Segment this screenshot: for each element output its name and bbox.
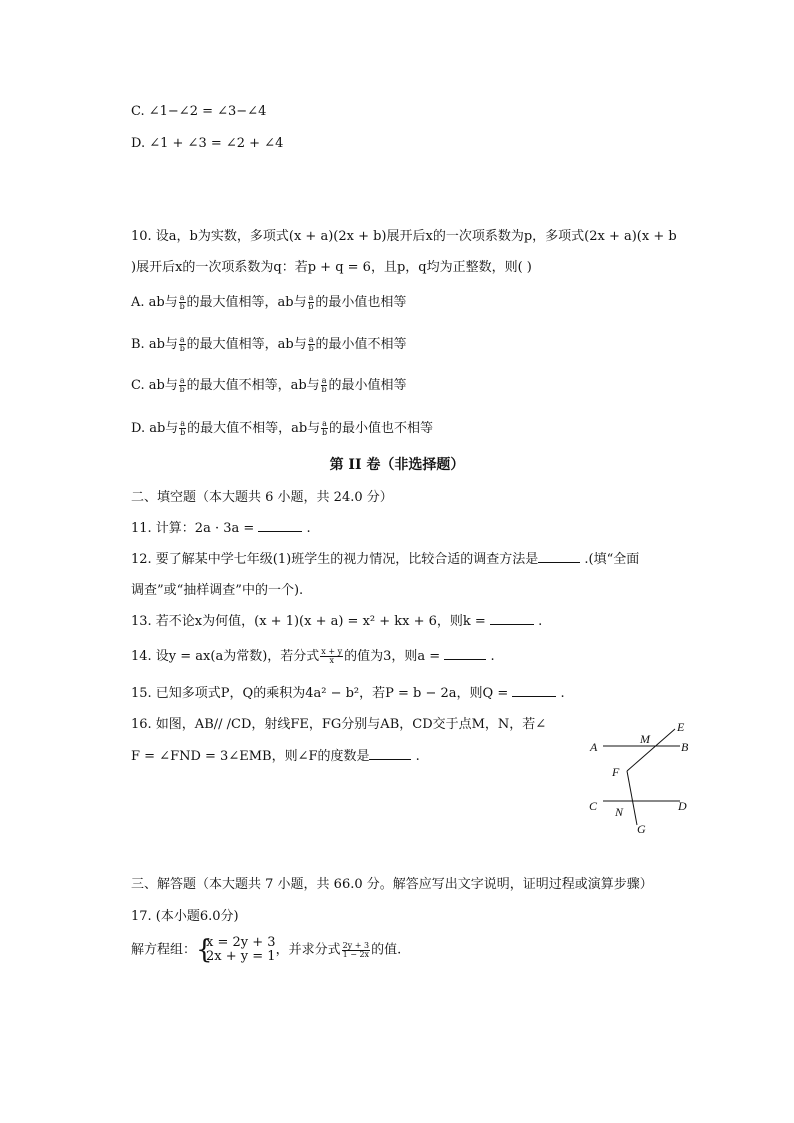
equation-2: 2x + y = 1 <box>206 949 276 964</box>
fraction <box>308 336 315 353</box>
q11-end: . <box>302 521 311 536</box>
frac-den: b <box>179 385 185 394</box>
frac-den: b <box>308 344 314 353</box>
q9-option-d: D. ∠1 + ∠3 = ∠2 + ∠4 <box>131 136 284 151</box>
option-text: 的最小值也不相等 <box>328 421 433 436</box>
frac-num: 2y + 3 <box>342 940 370 950</box>
fraction <box>179 294 186 311</box>
fraction <box>179 377 186 394</box>
q9-option-c: C. ∠1−∠2 = ∠3−∠4 <box>131 104 267 119</box>
answer-blank <box>512 685 556 697</box>
frac-num: x + y <box>321 647 343 656</box>
fraction <box>308 294 315 311</box>
brace-glyph: { <box>196 935 213 965</box>
q10-option-b <box>131 336 407 354</box>
frac-num: a <box>321 376 327 385</box>
frac-num: a <box>179 376 185 385</box>
section3-heading: 三、解答题（本大题共 7 小题，共 66.0 分。解答应写出文字说明，证明过程或演算步骤） <box>131 877 653 892</box>
fraction <box>342 942 371 959</box>
q16-text: F = ∠FND = 3∠EMB，则∠F的度数是 <box>131 749 370 764</box>
answer-blank <box>258 520 302 532</box>
equation-1: x = 2y + 3 <box>206 935 276 950</box>
q16-line1: 16. 如图，AB// /CD，射线FE，FG分别与AB，CD交于点M，N，若∠ <box>131 717 547 732</box>
frac-den: 1 − 2x <box>342 949 370 959</box>
q13-end: . <box>533 614 543 629</box>
q12-line2: 调查”或“抽样调查”中的一个). <box>131 583 304 598</box>
option-text: B. ab与 <box>131 337 178 352</box>
frac-den: x <box>329 656 334 665</box>
fraction <box>320 648 343 665</box>
q14 <box>131 648 495 666</box>
q16-end: . <box>411 749 420 764</box>
equation-system <box>196 936 276 964</box>
frac-num: a <box>322 419 327 428</box>
frac-den: b <box>180 428 186 437</box>
option-text: 的最大值不相等，ab与 <box>186 378 320 393</box>
option-text: 的最大值相等，ab与 <box>186 295 307 310</box>
q13-text: 13. 若不论x为何值，(x + 1)(x + a) = x² + kx + 6，则k = <box>131 614 490 629</box>
label-c: C <box>589 799 598 813</box>
q14-end: . <box>486 649 495 664</box>
option-text: 的最大值不相等，ab与 <box>187 421 321 436</box>
frac-den: b <box>308 302 314 311</box>
q17-text: 解方程组： <box>131 942 197 958</box>
answer-blank <box>444 648 486 660</box>
ray-fe <box>627 729 675 771</box>
answer-blank <box>538 551 580 563</box>
fraction <box>321 420 328 437</box>
q12-text: 12. 要了解某中学七年级(1)班学生的视力情况，比较合适的调查方法是 <box>131 552 539 567</box>
frac-den: b <box>321 385 327 394</box>
ray-fg <box>627 771 637 825</box>
q11-text: 11. 计算：2a · 3a = <box>131 521 259 536</box>
q13 <box>131 613 542 631</box>
q14-text-mid: 的值为3，则a = <box>344 649 445 664</box>
parallel-lines-figure <box>585 715 710 840</box>
part2-title: 第 II 卷（非选择题） <box>329 457 465 473</box>
q10-option-a <box>131 294 406 312</box>
label-e: E <box>677 720 685 734</box>
q17-text-mid: ，并求分式 <box>275 942 341 958</box>
label-d: D <box>678 799 687 813</box>
option-text: C. ab与 <box>131 378 178 393</box>
frac-num: a <box>180 419 186 428</box>
option-text: 的最小值相等 <box>328 378 407 393</box>
q10-option-d <box>131 420 433 438</box>
fraction <box>321 377 328 394</box>
frac-den: b <box>179 344 185 353</box>
label-b: B <box>681 740 689 754</box>
q11 <box>131 520 311 538</box>
frac-num: a <box>179 293 185 302</box>
option-text: D. ab与 <box>131 421 179 436</box>
label-g: G <box>637 822 646 836</box>
q15-text: 15. 已知多项式P，Q的乘积为4a² − b²，若P = b − 2a，则Q = <box>131 686 513 701</box>
label-f: F <box>612 765 620 779</box>
option-text: 的最大值相等，ab与 <box>186 337 307 352</box>
q12-text-end: .(填“全面 <box>580 552 640 567</box>
q10-stem-line2: )展开后x的一次项系数为q：若p + q = 6，且p，q均为正整数，则( ) <box>131 260 532 275</box>
section2-heading: 二、填空题（本大题共 6 小题，共 24.0 分） <box>131 490 393 505</box>
frac-num: a <box>179 335 185 344</box>
label-n: N <box>615 805 624 819</box>
option-text: A. ab与 <box>131 295 178 310</box>
fraction <box>179 336 186 353</box>
frac-num: a <box>308 293 314 302</box>
label-m: M <box>640 732 650 746</box>
frac-den: b <box>179 302 185 311</box>
answer-blank <box>490 613 534 625</box>
q14-text: 14. 设y = ax(a为常数)，若分式 <box>131 649 320 664</box>
option-text: 的最小值也相等 <box>315 295 407 310</box>
frac-num: a <box>308 335 314 344</box>
label-a: A <box>590 740 598 754</box>
q12-line1 <box>131 551 639 569</box>
q15 <box>131 685 565 703</box>
q10-stem-line1: 10. 设a，b为实数，多项式(x + a)(2x + b)展开后x的一次项系数为p，多项式(2x + a)(x + b <box>131 229 677 244</box>
q10-option-c <box>131 377 406 395</box>
q17-end: 的值. <box>371 942 402 958</box>
q15-end: . <box>556 686 565 701</box>
option-text: 的最小值不相等 <box>315 337 407 352</box>
q17-title: 17. (本小题6.0分) <box>131 909 239 924</box>
frac-den: b <box>321 428 328 437</box>
q17-body <box>131 936 401 964</box>
fraction <box>179 420 186 437</box>
q16-line2 <box>131 748 420 766</box>
answer-blank <box>369 748 411 760</box>
